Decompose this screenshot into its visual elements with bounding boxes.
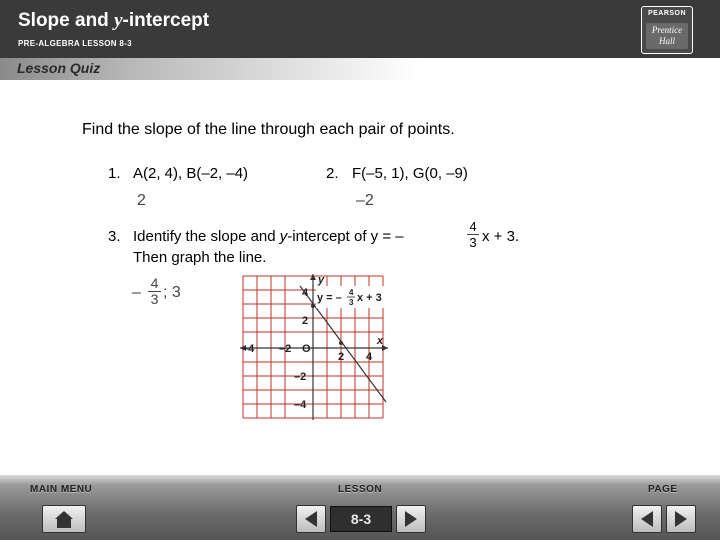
equation-suffix: x + 3 — [357, 292, 382, 304]
x-tick-label: 2 — [338, 351, 345, 363]
triangle-right-icon — [397, 506, 425, 532]
footer-navigation — [0, 475, 720, 540]
q3-answer-intercept: ; 3 — [163, 284, 181, 301]
y-axis-label: y — [318, 274, 325, 286]
x-tick-label: –2 — [279, 343, 292, 355]
lesson-label: LESSON — [338, 484, 383, 495]
q3-fraction-numerator: 4 — [469, 219, 477, 234]
question-2-number: 2. — [326, 165, 339, 182]
q3-text-b: -intercept of — [287, 228, 371, 245]
q3-fraction-denominator: 3 — [469, 235, 477, 250]
x-tick-label: 4 — [366, 351, 373, 363]
q3-slope-fraction — [467, 220, 479, 249]
q3-text-a: Identify the slope and — [133, 228, 280, 245]
q3-var-y: y — [279, 228, 288, 245]
q3-equation-tail: x + 3. — [482, 228, 520, 245]
question-3-line2: Then graph the line. — [133, 249, 267, 266]
origin-label: O — [302, 343, 311, 355]
coordinate-graph — [236, 272, 396, 422]
title-variable: y — [114, 10, 123, 31]
q3-equation-lhs: y = – — [370, 228, 404, 245]
question-1-answer: 2 — [137, 192, 146, 209]
y-intercept-point — [311, 304, 315, 308]
main-menu-label: MAIN MENU — [30, 484, 93, 495]
q3-answer-fraction — [148, 277, 161, 306]
question-2-text: F(–5, 1), G(0, –9) — [352, 165, 468, 182]
y-tick-label: –2 — [294, 371, 307, 383]
logo-line1: Prentice — [651, 25, 683, 35]
equation-denominator: 3 — [349, 298, 354, 307]
title-suffix: -intercept — [122, 10, 210, 31]
header-bar — [0, 0, 720, 58]
y-tick-label: 4 — [302, 287, 309, 299]
lesson-number-badge: 8-3 — [330, 506, 392, 532]
next-page-button[interactable] — [666, 505, 696, 533]
page-label: PAGE — [648, 484, 678, 495]
lesson-quiz-bar — [0, 58, 720, 80]
triangle-left-icon — [297, 506, 325, 532]
main-menu-home-button[interactable] — [42, 505, 86, 533]
q3-answer-denominator: 3 — [150, 291, 159, 307]
y-tick-label: –4 — [294, 399, 307, 411]
quiz-intro: Find the slope of the line through each pair of points. — [82, 121, 455, 138]
y-axis-arrow-icon — [310, 274, 316, 280]
logo-prentice-hall — [646, 23, 688, 49]
title-prefix: Slope and — [18, 10, 115, 31]
previous-lesson-button[interactable] — [296, 505, 326, 533]
home-icon — [43, 506, 85, 532]
q3-answer-numerator: 4 — [150, 275, 159, 291]
question-3-number: 3. — [108, 228, 121, 245]
logo-line2: Hall — [658, 36, 675, 46]
logo-pearson-text: PEARSON — [647, 10, 687, 17]
equation-numerator: 4 — [349, 288, 354, 297]
question-1-number: 1. — [108, 165, 121, 182]
equation-prefix: y = – — [317, 292, 342, 304]
next-lesson-button[interactable] — [396, 505, 426, 533]
triangle-right-icon — [667, 506, 695, 532]
question-2-answer: –2 — [356, 192, 374, 209]
question-3-line1 — [133, 228, 404, 245]
triangle-left-icon — [633, 506, 661, 532]
q3-answer-sign: – — [132, 284, 141, 301]
previous-page-button[interactable] — [632, 505, 662, 533]
pearson-logo — [641, 6, 693, 54]
question-1-text: A(2, 4), B(–2, –4) — [133, 165, 249, 182]
x-tick-label: –4 — [242, 343, 255, 355]
page-title — [18, 10, 209, 32]
y-tick-label: 2 — [302, 315, 309, 327]
slope-point — [339, 341, 343, 345]
lesson-quiz-label: Lesson Quiz — [17, 60, 101, 76]
graph-equation-label — [316, 286, 390, 308]
quiz-content — [0, 80, 720, 475]
page-subtitle: PRE-ALGEBRA LESSON 8-3 — [18, 39, 132, 48]
x-axis-label: x — [377, 335, 384, 347]
